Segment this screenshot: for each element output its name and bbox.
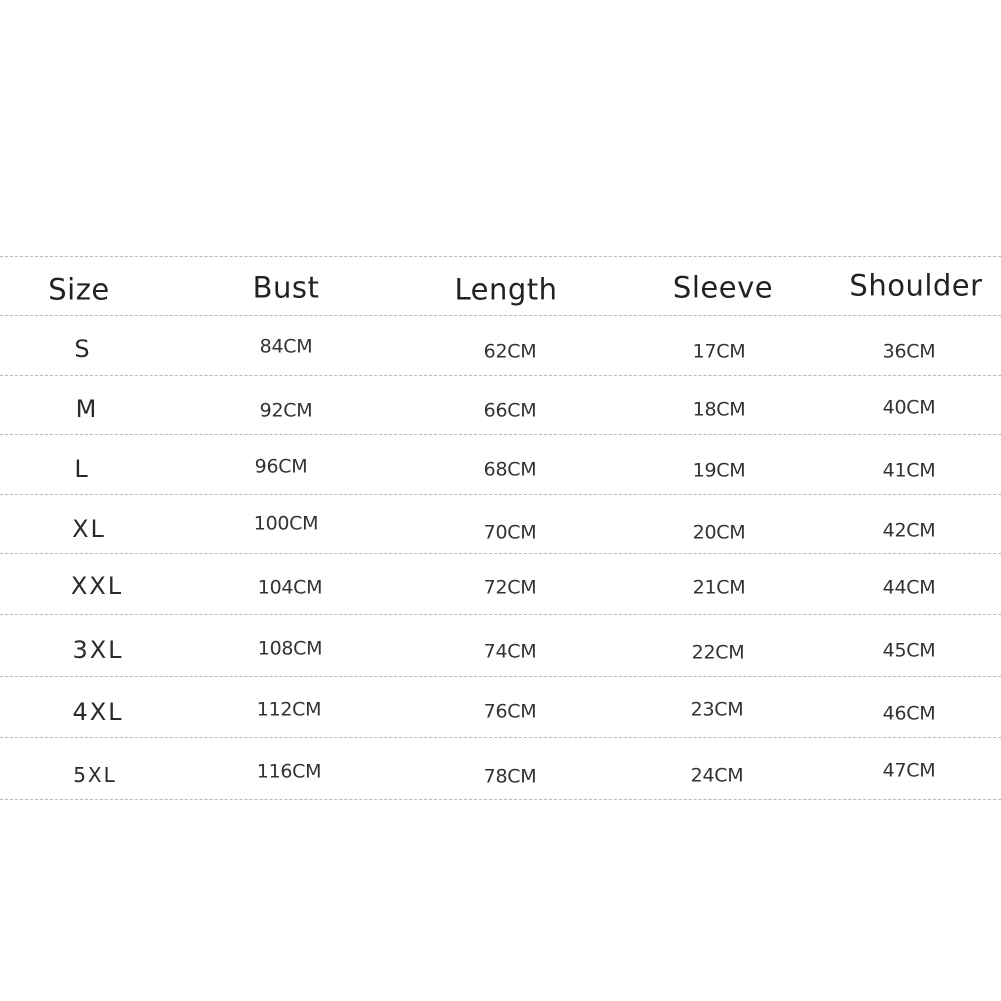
sleeve-cell: 23CM: [690, 698, 744, 721]
size-cell: M: [75, 395, 99, 423]
bust-cell: 116CM: [256, 760, 322, 783]
bust-cell: 104CM: [257, 576, 323, 599]
sleeve-cell: 19CM: [692, 459, 746, 482]
table-rule: [0, 737, 1001, 738]
sleeve-cell: 17CM: [692, 340, 746, 363]
sleeve-cell: 22CM: [691, 641, 745, 664]
shoulder-cell: 45CM: [882, 639, 936, 662]
length-cell: 70CM: [483, 521, 537, 544]
length-cell: 72CM: [483, 576, 537, 599]
size-cell: S: [74, 335, 92, 363]
table-rule: [0, 315, 1001, 316]
shoulder-cell: 42CM: [882, 519, 936, 542]
header-size: Size: [48, 272, 110, 307]
table-rule: [0, 553, 1001, 554]
header-sleeve: Sleeve: [672, 270, 774, 305]
size-cell: XL: [72, 515, 106, 543]
size-cell: 4XL: [72, 698, 124, 726]
bust-cell: 112CM: [256, 698, 322, 721]
bust-cell: 100CM: [253, 512, 319, 535]
header-bust: Bust: [252, 270, 320, 305]
sleeve-cell: 20CM: [692, 521, 746, 544]
table-rule: [0, 799, 1001, 800]
shoulder-cell: 40CM: [882, 396, 936, 419]
size-cell: L: [74, 455, 90, 483]
table-rule: [0, 256, 1001, 257]
size-cell: 3XL: [72, 636, 124, 664]
length-cell: 76CM: [483, 700, 537, 723]
shoulder-cell: 46CM: [882, 702, 936, 725]
shoulder-cell: 36CM: [882, 340, 936, 363]
shoulder-cell: 41CM: [882, 459, 936, 482]
bust-cell: 92CM: [259, 399, 313, 422]
size-cell: 5XL: [73, 763, 117, 787]
table-rule: [0, 375, 1001, 376]
table-rule: [0, 434, 1001, 435]
length-cell: 66CM: [483, 399, 537, 422]
length-cell: 74CM: [483, 640, 537, 663]
bust-cell: 96CM: [254, 455, 308, 478]
header-shoulder: Shoulder: [849, 268, 983, 303]
table-rule: [0, 494, 1001, 495]
length-cell: 78CM: [483, 765, 537, 788]
table-rule: [0, 614, 1001, 615]
sleeve-cell: 18CM: [692, 398, 746, 421]
length-cell: 62CM: [483, 340, 537, 363]
bust-cell: 84CM: [259, 335, 313, 358]
size-cell: XXL: [70, 572, 124, 600]
bust-cell: 108CM: [257, 637, 323, 660]
sleeve-cell: 21CM: [692, 576, 746, 599]
sleeve-cell: 24CM: [690, 764, 744, 787]
table-rule: [0, 676, 1001, 677]
shoulder-cell: 47CM: [882, 759, 936, 782]
length-cell: 68CM: [483, 458, 537, 481]
header-length: Length: [454, 272, 558, 307]
shoulder-cell: 44CM: [882, 576, 936, 599]
